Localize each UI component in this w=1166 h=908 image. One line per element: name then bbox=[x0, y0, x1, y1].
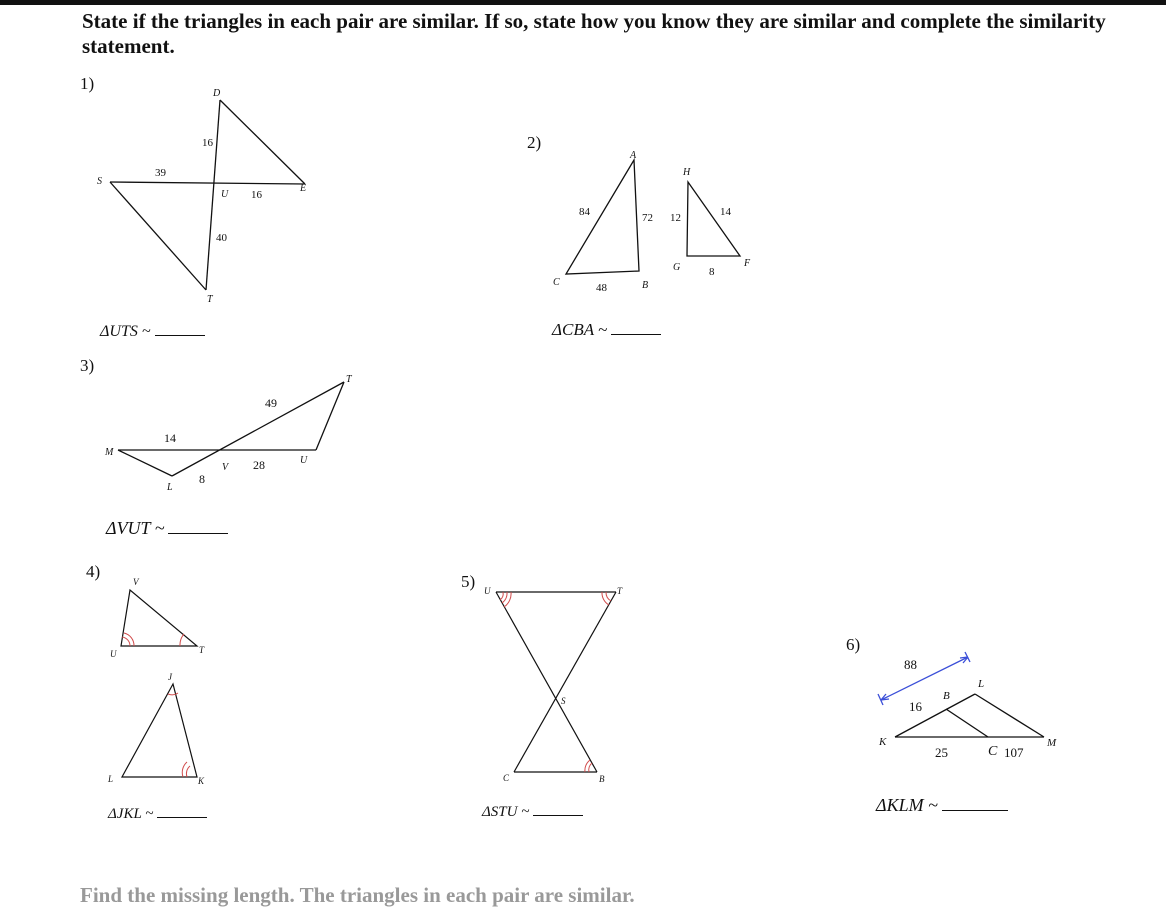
angle-mark-k-1 bbox=[186, 766, 190, 777]
dimension-88 bbox=[881, 657, 968, 700]
figure-1 bbox=[110, 100, 305, 290]
measure-2-84: 84 bbox=[579, 206, 590, 218]
statement-2-text: ΔCBA ~ bbox=[552, 320, 608, 339]
label-2-G: G bbox=[673, 262, 681, 273]
measure-1-40: 40 bbox=[216, 232, 227, 244]
figure-4-angle-marks bbox=[122, 633, 190, 777]
measure-3-14: 14 bbox=[164, 431, 176, 445]
label-1-U: U bbox=[221, 189, 229, 200]
label-1-S: S bbox=[97, 176, 102, 187]
label-4-U: U bbox=[110, 649, 117, 659]
problem-3-number: 3) bbox=[80, 356, 95, 375]
figure-5 bbox=[496, 592, 616, 772]
label-6-M: M bbox=[1047, 737, 1057, 749]
label-6-K: K bbox=[879, 736, 887, 748]
label-1-D: D bbox=[213, 88, 221, 99]
segment-ub bbox=[496, 592, 597, 772]
segment-tu bbox=[316, 382, 344, 450]
label-3-U: U bbox=[300, 455, 308, 466]
statement-3-text: ΔVUT ~ bbox=[106, 518, 165, 538]
problem-5-number: 5) bbox=[461, 572, 476, 591]
figure-2-measures bbox=[579, 206, 732, 294]
measure-1-16a: 16 bbox=[202, 137, 213, 149]
footer-cutoff-text: Find the missing length. The triangles in each pair are similar. bbox=[80, 883, 635, 907]
measure-1-39: 39 bbox=[155, 167, 166, 179]
figure-2 bbox=[566, 160, 740, 274]
problem-1-number: 1) bbox=[80, 74, 95, 93]
figure-3-labels bbox=[104, 374, 353, 493]
label-2-H: H bbox=[683, 167, 691, 178]
figure-1-measures bbox=[155, 137, 263, 244]
statement-5-text: ΔSTU ~ bbox=[482, 804, 530, 820]
label-4-J: J bbox=[168, 672, 172, 682]
segment-dt bbox=[206, 100, 220, 290]
label-3-T: T bbox=[346, 374, 352, 385]
angle-mark-t bbox=[180, 634, 184, 646]
measure-6-88: 88 bbox=[904, 657, 917, 672]
measure-6-25: 25 bbox=[935, 745, 948, 760]
segment-st bbox=[110, 182, 206, 290]
segment-bc bbox=[946, 709, 988, 737]
label-6-B: B bbox=[943, 690, 950, 702]
label-6-L: L bbox=[978, 678, 985, 690]
measure-1-16b: 16 bbox=[251, 189, 262, 201]
figure-4-labels bbox=[107, 577, 205, 786]
statement-6-text: ΔKLM ~ bbox=[876, 795, 938, 815]
measure-2-12: 12 bbox=[670, 212, 681, 224]
label-4-K: K bbox=[198, 776, 205, 786]
measure-3-28: 28 bbox=[253, 458, 265, 472]
measure-3-8: 8 bbox=[199, 472, 205, 486]
label-2-C: C bbox=[553, 277, 560, 288]
label-3-M: M bbox=[105, 447, 114, 458]
label-5-S: S bbox=[561, 696, 566, 706]
segment-tc bbox=[514, 592, 616, 772]
problem-2-number: 2) bbox=[527, 133, 542, 152]
problem-6-number: 6) bbox=[846, 635, 861, 654]
label-5-T: T bbox=[617, 586, 623, 596]
label-5-B: B bbox=[599, 774, 605, 784]
segment-lm bbox=[975, 694, 1044, 737]
segment-kl bbox=[895, 694, 975, 737]
problem-4-number: 4) bbox=[86, 562, 101, 581]
figure-5-angle-marks bbox=[500, 592, 611, 772]
angle-mark-t-1 bbox=[606, 592, 611, 601]
measure-2-72: 72 bbox=[642, 212, 653, 224]
figure-1-labels bbox=[97, 88, 306, 305]
segment-ml bbox=[118, 450, 172, 476]
angle-mark-j bbox=[168, 693, 178, 695]
figure-6-measures bbox=[904, 657, 1024, 760]
figure-6-dimension-line bbox=[878, 652, 970, 705]
measure-3-49: 49 bbox=[265, 396, 277, 410]
statement-4-text: ΔJKL ~ bbox=[108, 806, 154, 822]
angle-mark-u-1 bbox=[122, 637, 130, 646]
angle-mark-b-1 bbox=[589, 763, 592, 772]
measure-6-107: 107 bbox=[1004, 745, 1024, 760]
figure-3-measures bbox=[164, 396, 277, 486]
instructions-heading: State if the triangles in each pair are similar. If so, state how you know they are similar and complete the similarity statement. bbox=[82, 9, 1106, 58]
label-1-E: E bbox=[300, 183, 307, 194]
triangle-uvt bbox=[121, 590, 197, 646]
label-2-A: A bbox=[630, 150, 637, 161]
label-5-U: U bbox=[484, 586, 491, 596]
figure-3 bbox=[118, 382, 344, 476]
label-4-V: V bbox=[133, 577, 139, 587]
triangle-abc bbox=[566, 160, 639, 274]
measure-6-16: 16 bbox=[909, 699, 922, 714]
label-6-C: C bbox=[988, 744, 998, 759]
label-4-L: L bbox=[108, 774, 114, 784]
figure-6-labels bbox=[878, 678, 1057, 759]
label-2-B: B bbox=[642, 280, 649, 291]
measure-2-8: 8 bbox=[709, 266, 715, 278]
measure-2-48: 48 bbox=[596, 282, 607, 294]
statement-1-text: ΔUTS ~ bbox=[100, 323, 151, 340]
segment-de bbox=[220, 100, 305, 184]
angle-mark-u-2 bbox=[124, 633, 134, 646]
triangle-hgf bbox=[687, 182, 740, 256]
label-1-T: T bbox=[207, 294, 213, 305]
label-2-F: F bbox=[744, 258, 751, 269]
label-3-V: V bbox=[222, 462, 229, 473]
measure-2-14: 14 bbox=[720, 206, 731, 218]
label-3-L: L bbox=[167, 482, 173, 493]
figure-4 bbox=[121, 590, 197, 777]
label-4-T: T bbox=[199, 645, 205, 655]
label-5-C: C bbox=[503, 773, 510, 783]
segment-se bbox=[110, 182, 305, 184]
